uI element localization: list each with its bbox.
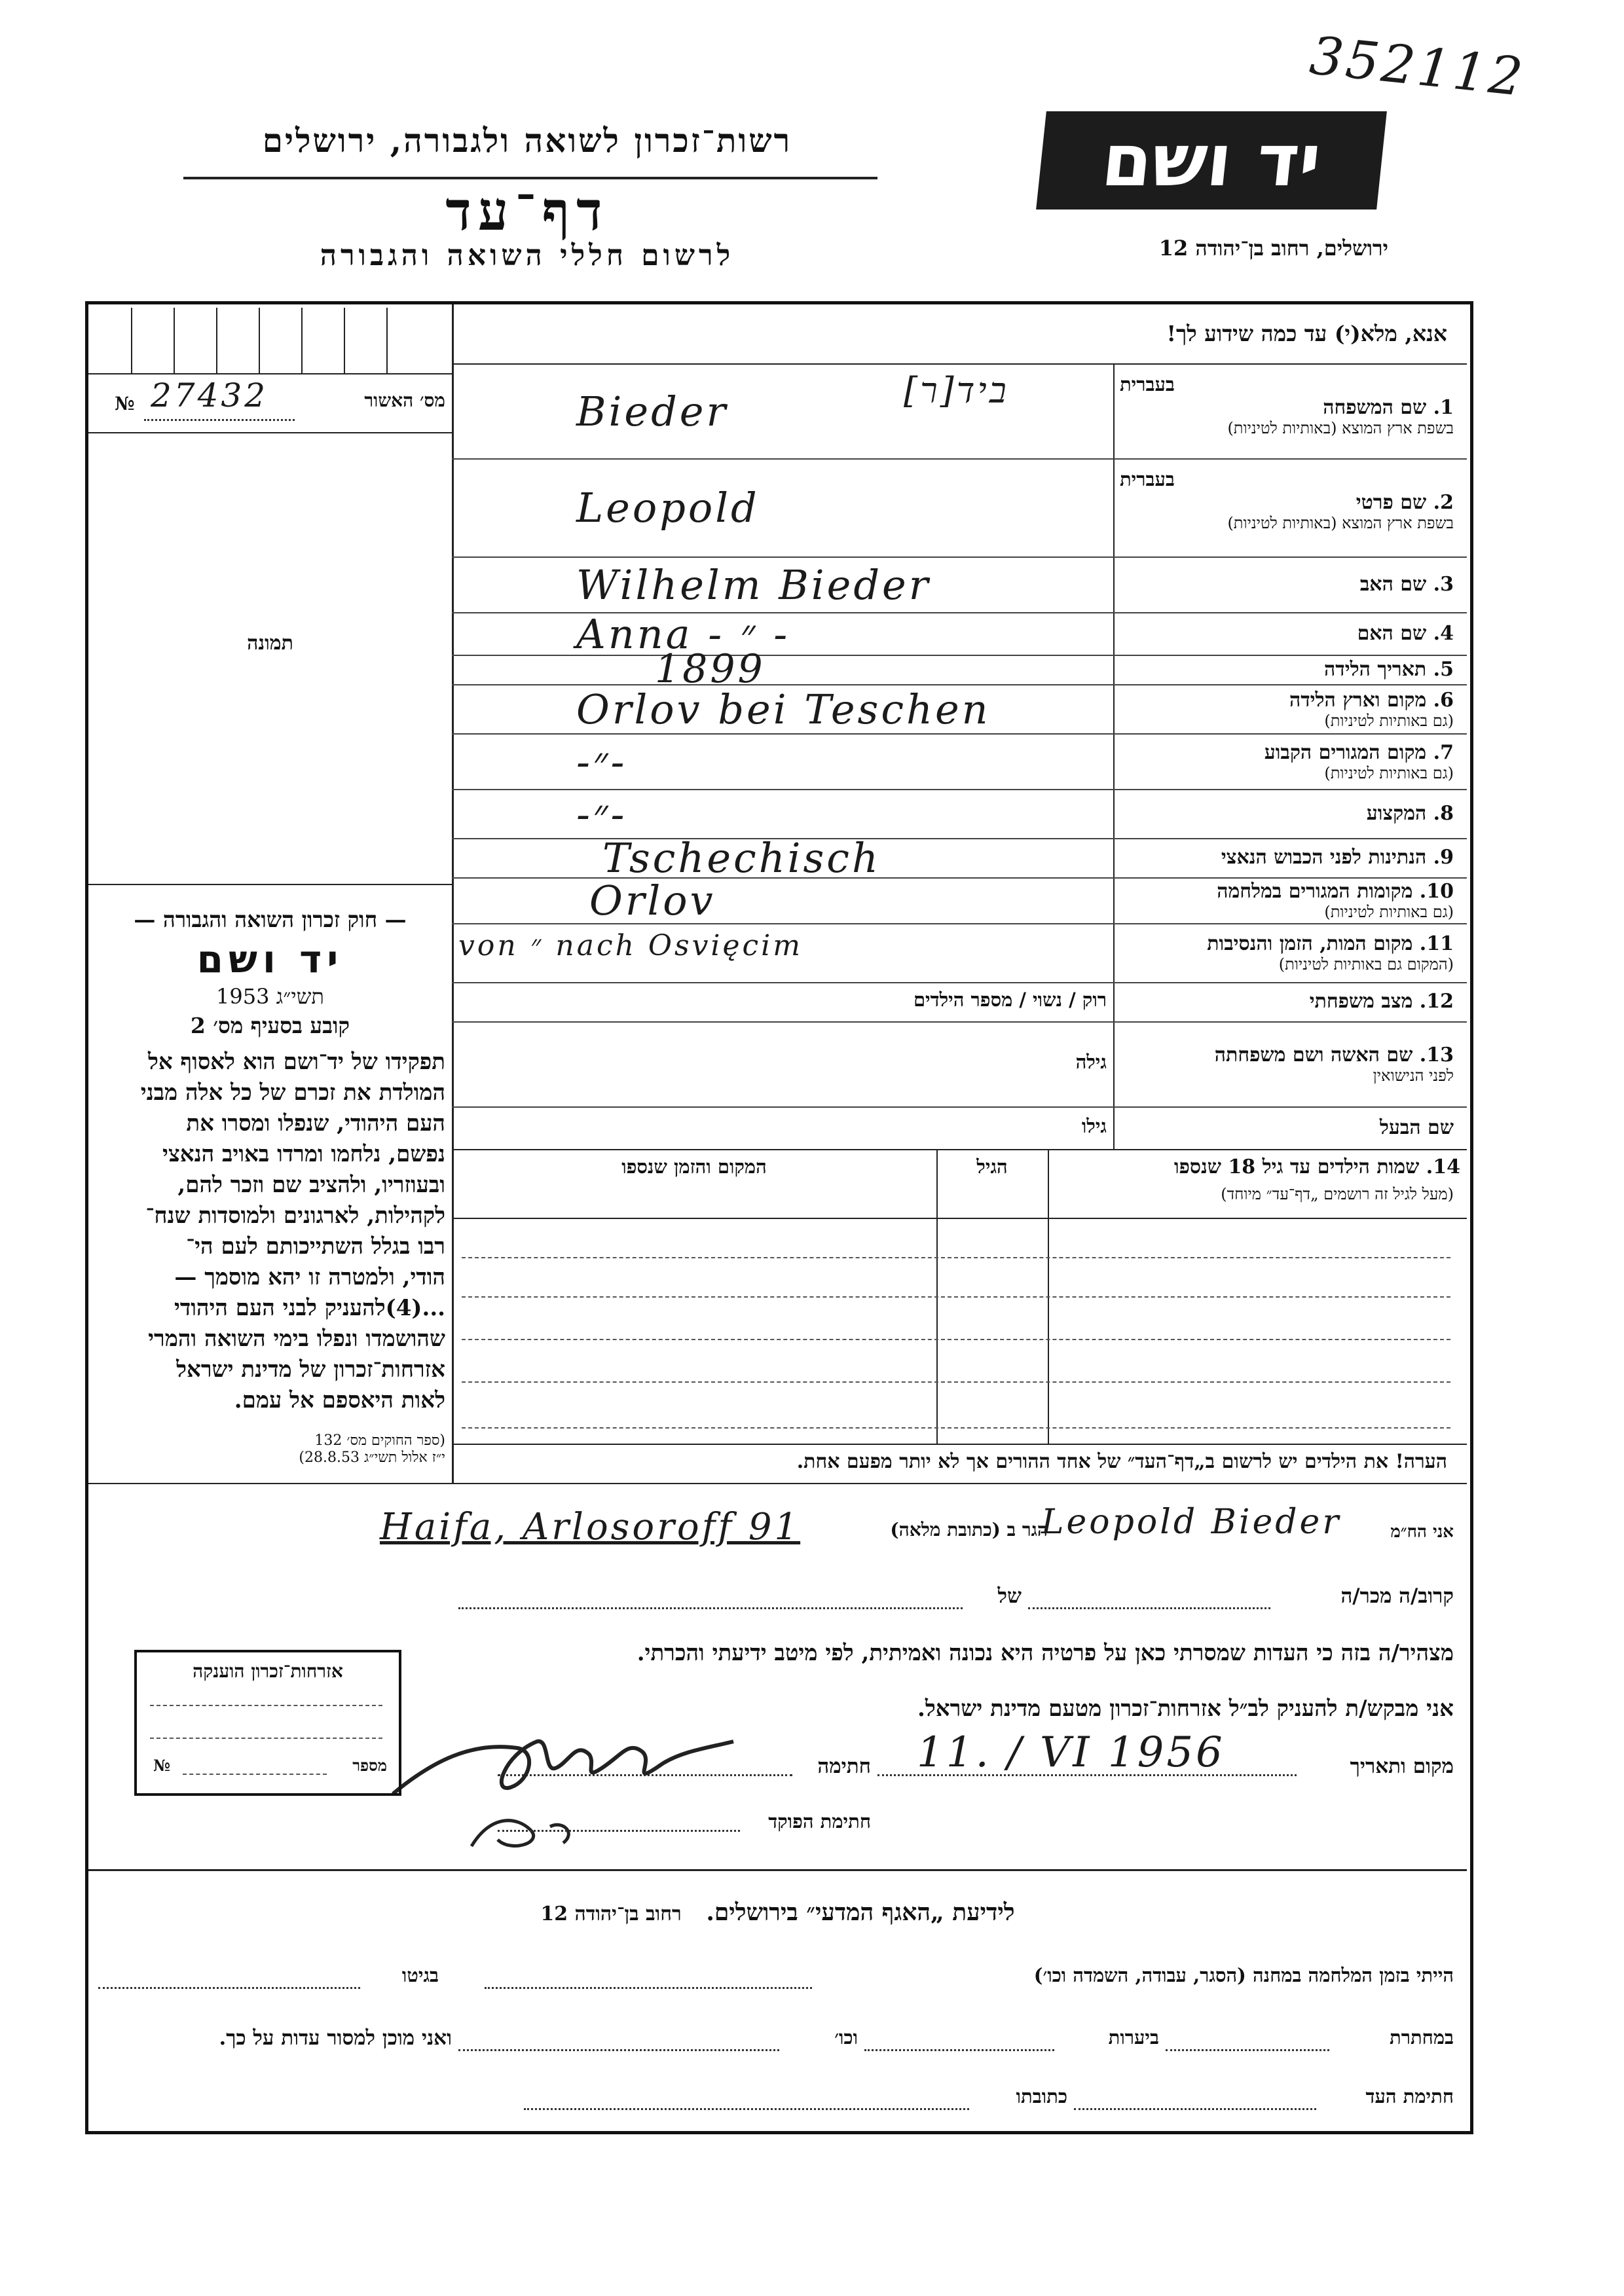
bottom-hiding: במחתרת [1390, 2026, 1454, 2049]
law-text-line: תפקידו של יד־ושם הוא לאסוף אל [147, 1049, 445, 1075]
field-value-14[interactable]: גילו [1081, 1114, 1107, 1137]
field-label-13 [1120, 1044, 1454, 1085]
reg-number-label: מס׳ האשור [364, 390, 445, 411]
bottom-witness-sig: חתימת העד [1365, 2085, 1454, 2107]
field-number: 12. [1412, 990, 1454, 1013]
archive-number: 352112 [1307, 25, 1528, 108]
field-name: שם הבעל [1379, 1116, 1454, 1139]
field-label-1 [1120, 373, 1454, 438]
field-sub: לפני הנישואין [1373, 1066, 1454, 1085]
law-text-line: הודי, ולמטרה זו יהא מוסמך — [174, 1264, 445, 1290]
law-text-line: ...(4)להעניק לבני העם היהודי [174, 1295, 445, 1321]
field-name: שם האם [1357, 621, 1427, 645]
field-sub: בשפת ארץ המוצא (באותיות לטיניות) [1227, 419, 1454, 437]
bottom-ready: ואני מוכן למסור עדות על כך. [219, 2026, 452, 2050]
field-number: 2. [1426, 491, 1454, 514]
field-label-2 [1120, 468, 1454, 533]
field-label-5 [1120, 658, 1454, 681]
photo-label: תמונה [247, 632, 293, 655]
bottom-forests: ביערות [1108, 2026, 1159, 2049]
law-year-heb: תשי״ג [276, 984, 324, 1009]
field-name: מקום המות, הזמן והנסיבות [1207, 932, 1413, 955]
field-number: 1. [1426, 396, 1454, 419]
bottom-title-row [88, 1899, 1467, 1926]
field-name: שם המשפחה [1323, 396, 1427, 419]
field-value-6[interactable]: Orlov bei Teschen [576, 685, 991, 733]
law-text [95, 1047, 445, 1416]
law-section: קובע בסעיף מס׳ 2 [190, 1013, 350, 1038]
field-value-10[interactable]: Orlov [589, 877, 716, 924]
field-name: שם האב [1359, 572, 1427, 596]
children-label [1054, 1156, 1460, 1178]
law-year: 1953 [216, 984, 270, 1009]
field-sub: בשפת ארץ המוצא (באותיות לטיניות) [1227, 514, 1454, 532]
field-value-hebrew[interactable]: ביד[ר] [904, 370, 1009, 411]
witness-address: Haifa, Arlosoroff 91 [380, 1506, 801, 1548]
witness-resides-label: הגר ב (כתובת מלאה) [890, 1519, 1048, 1540]
law-panel [95, 907, 445, 1466]
field-name: מקומות המגורים במלחמה [1217, 880, 1413, 903]
reg-number-prefix: № [115, 393, 135, 414]
field-name: שם האשה ושם משפחתה [1214, 1044, 1413, 1066]
field-sub: (גם באותיות לטיניות) [1324, 903, 1454, 921]
law-text-line: רבו בגלל השתייכותם לעם הי־ [186, 1233, 445, 1260]
field-label-14 [1120, 1116, 1454, 1139]
law-source-2: י״ז אלול תשי״ג 28.8.53) [299, 1449, 445, 1466]
field-name: שם פרטי [1356, 491, 1427, 514]
children-num: 14. [1426, 1156, 1460, 1178]
law-text-line: ובעוזריו, ולהציב שם וזכר להם, [177, 1172, 445, 1198]
bottom-address-label: כתובתו [1016, 2085, 1067, 2107]
field-label-8 [1120, 802, 1454, 825]
field-value-5[interactable]: 1899 [655, 646, 766, 692]
field-value-13[interactable]: גילה [1075, 1051, 1107, 1073]
field-sub: (גם באותיות לטיניות) [1324, 763, 1454, 782]
field-number: 3. [1426, 572, 1454, 596]
citizenship-box [134, 1650, 401, 1796]
reg-number-value: 27432 [151, 376, 268, 414]
yad-vashem-logo [1036, 111, 1387, 210]
law-title: — חוק זכרון השואה והגבורה — [134, 907, 407, 932]
signature-label: חתימה [817, 1755, 871, 1778]
declaration: מצהיר/ה בזה כי העדות שמסרתי כאן על פרטיה היא נכונה ואמיתית, לפי מיטב ידיעתי והכרתי. [637, 1640, 1454, 1666]
witness-name: Leopold Bieder [1041, 1503, 1342, 1542]
note: הערה! את הילדים יש לרשום ב„דף־העד״ של אחד ההורים אך לא יותר מפעם אחת. [796, 1450, 1447, 1473]
children-sub: (מעל לגיל זה רושמים „דף־עד״ מיוחד) [1221, 1185, 1454, 1203]
field-number: 5. [1426, 657, 1454, 681]
field-sub: (גם באותיות לטיניות) [1324, 711, 1454, 730]
field-value-2[interactable]: Leopold [576, 484, 760, 532]
request: אני מבקש/ת להעניק לב״ל אזרחות־זכרון מטעם מדינת ישראל. [917, 1696, 1454, 1722]
form-subtitle: לרשום חללי השואה והגבורה [320, 239, 735, 272]
field-label-3 [1120, 573, 1454, 596]
law-name: יד ושם [196, 937, 344, 981]
date-value: 11. / VI 1956 [917, 1728, 1225, 1777]
field-name: מצב משפחתי [1309, 990, 1413, 1013]
logo-text: יד ושם [1098, 118, 1325, 202]
field-name: מקום וארץ הלידה [1289, 688, 1427, 712]
law-text-line: המולדת את זכרם של כל אלה מבני [140, 1080, 445, 1106]
citizenship-box-number-label: מספר [352, 1756, 387, 1775]
of-label: של [997, 1584, 1022, 1608]
field-label-4 [1120, 622, 1454, 645]
field-value-8[interactable]: -״- [576, 790, 627, 838]
field-hebrew-tag: בעברית [1120, 468, 1175, 490]
authority-line: רשות־זכרון לשואה ולגבורה, ירושלים [262, 121, 792, 160]
place-date-label: מקום ותאריך [1350, 1755, 1454, 1778]
field-label-9 [1120, 846, 1454, 869]
field-label-12 [1120, 990, 1454, 1013]
field-value-1[interactable]: Bieder [576, 387, 729, 435]
field-value-7[interactable]: -״- [576, 737, 627, 786]
field-number: 8. [1426, 801, 1454, 825]
bottom-line1: הייתי בזמן המלחמה במחנה (הסגר, עבודה, השמדה וכו׳) [1033, 1964, 1454, 1986]
law-source-1: (ספר החוקים מס׳ 132 [314, 1432, 445, 1449]
field-label-6 [1120, 689, 1454, 731]
official-signature-label: חתימת הפוקד [768, 1810, 871, 1832]
field-name: הנתינות לפני הכבוש הנאצי [1221, 846, 1427, 869]
field-name: מקום המגורים הקבוע [1264, 740, 1427, 764]
law-text-line: שהושמדו ונפלו בימי השואה והמרי [148, 1326, 445, 1352]
field-label-7 [1120, 741, 1454, 783]
law-text-line: אזרחות־זכרון של מדינת ישראל [176, 1357, 445, 1383]
law-text-line: לקהילות, לארגונים ולמוסדות שנח־ [145, 1203, 445, 1229]
field-value-11[interactable]: von ״ nach Osvięcim [458, 929, 803, 962]
field-number: 6. [1426, 688, 1454, 712]
children-col-place: המקום והזמן שנספו [621, 1156, 767, 1178]
field-number: 10. [1412, 880, 1454, 903]
children-col-age: הגיל [976, 1156, 1008, 1178]
field-number: 13. [1412, 1044, 1454, 1066]
field-value-4[interactable]: Anna - ״ - [576, 610, 790, 658]
citizenship-box-prefix: № [153, 1756, 171, 1775]
bottom-etc: וכו׳ [834, 2026, 858, 2049]
citizenship-box-title: אזרחות־זכרון הוענקה [193, 1660, 343, 1682]
field-number: 7. [1426, 740, 1454, 764]
field-number: 11. [1412, 932, 1454, 955]
field-number: 9. [1426, 846, 1454, 869]
field-value-9[interactable]: Tschechisch [602, 834, 881, 882]
field-sub: (המקום גם באותיות לטיניות) [1278, 955, 1454, 974]
law-text-line: נפשם, נלחמו ומרדו באויב הנאצי [162, 1141, 445, 1167]
children-title: שמות הילדים עד גיל 18 שנספו [1173, 1156, 1420, 1178]
field-value-3[interactable]: Wilhelm Bieder [576, 560, 931, 609]
witness-line1-label: אני הח״מ [1390, 1522, 1454, 1542]
bottom-address: רחוב בן־יהודה 12 [540, 1903, 682, 1925]
form-title: דף־עד [445, 180, 609, 243]
field-number: 4. [1426, 621, 1454, 645]
relative-label: קרוב/ה מכר/ה [1340, 1584, 1454, 1608]
header-address: ירושלים, רחוב בן־יהודה 12 [1158, 236, 1388, 261]
law-text-line: העם היהודי, שנפלו ומסרו את [186, 1110, 445, 1137]
bottom-ghetto: בגיטו [401, 1964, 439, 1986]
witness-signature [380, 1702, 747, 1859]
field-name: תאריך הלידה [1324, 657, 1427, 681]
field-hebrew-tag: בעברית [1120, 373, 1175, 395]
law-text-line: לאות היאספם אל עמם. [234, 1387, 445, 1413]
field-label-10 [1120, 880, 1454, 922]
bottom-title: לידיעת „האגף המדעי״ בירושלים. [706, 1899, 1015, 1926]
field-value-12[interactable]: רוק / נשוי / מספר הילדים [913, 989, 1107, 1011]
field-label-11 [1120, 932, 1454, 974]
field-name: המקצוע [1366, 801, 1427, 825]
instruction: אנא, מלא(י) עד כמה שידוע לך! [1166, 321, 1447, 346]
